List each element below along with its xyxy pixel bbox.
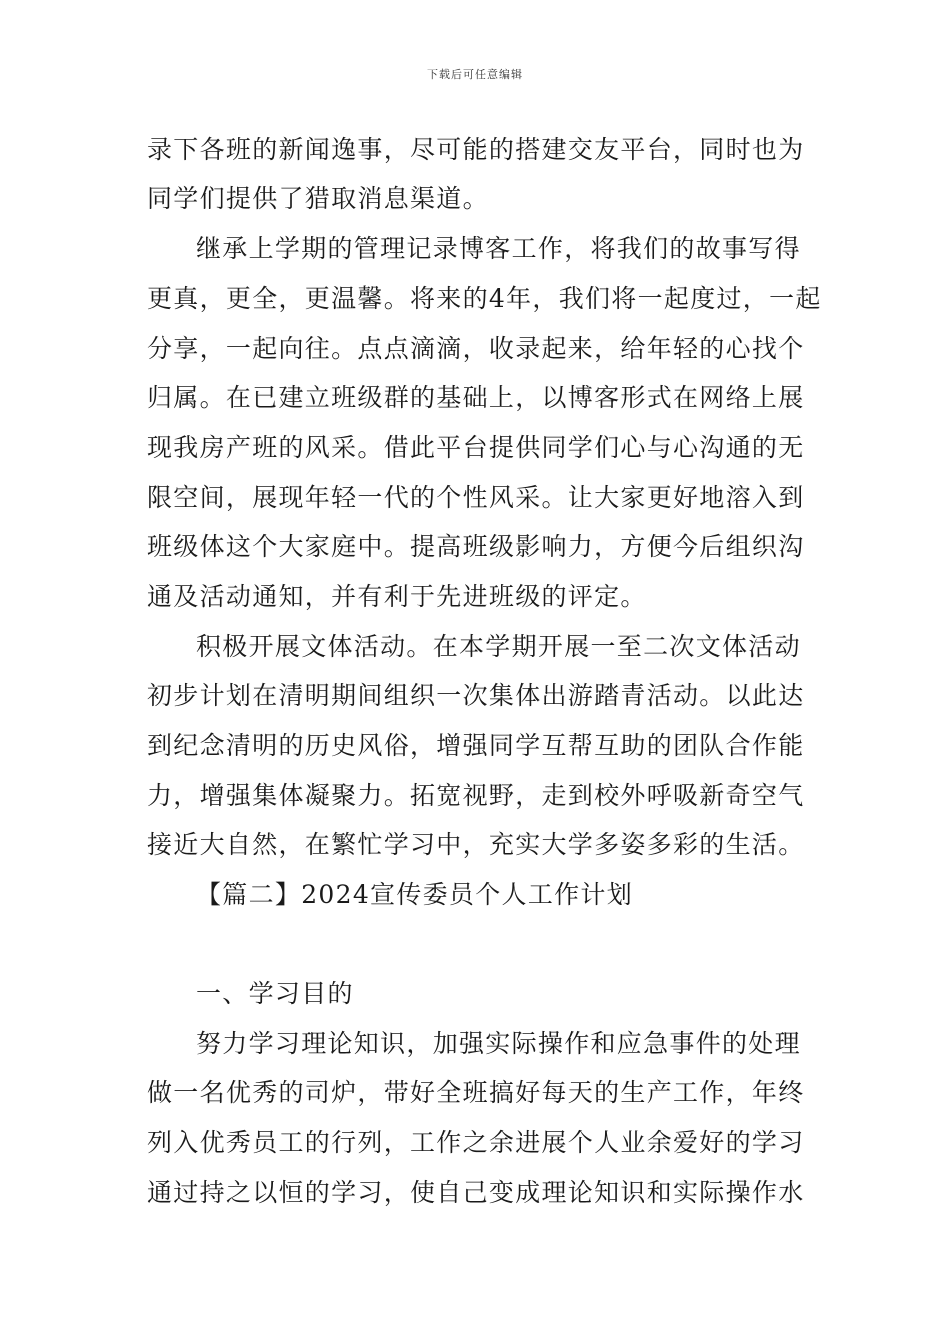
paragraph-line: 积极开展文体活动。在本学期开展一至二次文体活动 — [196, 632, 801, 661]
paragraph-line: 做一名优秀的司炉，带好全班搞好每天的生产工作，年终 — [147, 1078, 805, 1107]
section-heading: 【篇二】2024宣传委员个人工作计划 — [196, 880, 634, 909]
paragraph-line: 通过持之以恒的学习，使自己变成理论知识和实际操作水 — [147, 1178, 805, 1207]
paragraph-line: 班级体这个大家庭中。提高班级影响力，方便今后组织沟 — [147, 532, 805, 561]
paragraph-line: 分享，一起向往。点点滴滴，收录起来，给年轻的心找个 — [147, 334, 805, 363]
paragraph-line: 同学们提供了猎取消息渠道。 — [147, 184, 489, 213]
paragraph-line: 继承上学期的管理记录博客工作，将我们的故事写得 — [196, 234, 801, 263]
paragraph-line: 接近大自然，在繁忙学习中，充实大学多姿多彩的生活。 — [147, 830, 805, 859]
paragraph-line: 归属。在已建立班级群的基础上，以博客形式在网络上展 — [147, 383, 805, 412]
paragraph-line: 列入优秀员工的行列，工作之余进展个人业余爱好的学习 — [147, 1128, 805, 1157]
paragraph-line: 力，增强集体凝聚力。拓宽视野，走到校外呼吸新奇空气 — [147, 781, 805, 810]
paragraph-line: 更真，更全，更温馨。将来的4年，我们将一起度过，一起 — [147, 284, 822, 313]
paragraph-line: 限空间，展现年轻一代的个性风采。让大家更好地溶入到 — [147, 483, 805, 512]
paragraph-line: 努力学习理论知识，加强实际操作和应急事件的处理 — [196, 1029, 801, 1058]
paragraph-line: 现我房产班的风采。借此平台提供同学们心与心沟通的无 — [147, 433, 805, 462]
page-header: 下载后可任意编辑 — [427, 68, 523, 81]
paragraph-line: 录下各班的新闻逸事，尽可能的搭建交友平台，同时也为 — [147, 135, 805, 164]
paragraph-line: 通及活动通知，并有利于先进班级的评定。 — [147, 582, 647, 611]
paragraph-line: 到纪念清明的历史风俗，增强同学互帮互助的团队合作能 — [147, 731, 805, 760]
subsection-heading: 一、学习目的 — [196, 979, 354, 1008]
paragraph-line: 初步计划在清明期间组织一次集体出游踏青活动。以此达 — [147, 681, 805, 710]
